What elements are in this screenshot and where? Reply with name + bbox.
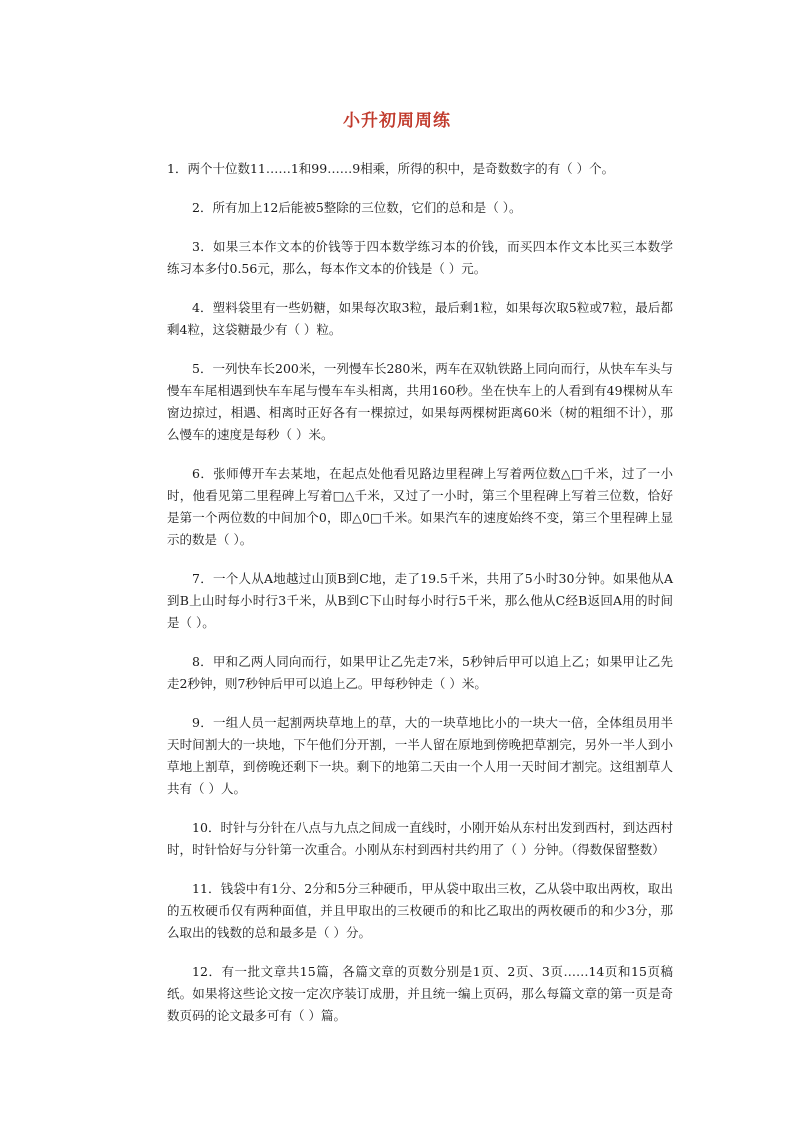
question-3: 3．如果三本作文本的价钱等于四本数学练习本的价钱，而买四本作文本比买三本数学练习本多付0.56元，那么，每本作文本的价钱是（ ）元。 xyxy=(167,239,673,276)
question-11: 11．钱袋中有1分、2分和5分三种硬币，甲从袋中取出三枚，乙从袋中取出两枚，取出的五枚硬币仅有两种面值，并且甲取出的三枚硬币的和比乙取出的两枚硬币的和少3分，那么取出的钱数的总和最多是（ ）分。 xyxy=(167,881,673,940)
question-list xyxy=(167,158,673,1044)
page-title: 小升初周周练 xyxy=(343,111,451,131)
question-10: 10．时针与分针在八点与九点之间成一直线时，小刚开始从东村出发到西村，到达西村时，时针恰好与分针第一次重合。小刚从东村到西村共约用了（ ）分钟。（得数保留整数） xyxy=(167,820,673,857)
question-8: 8．甲和乙两人同向而行，如果甲让乙先走7米，5秒钟后甲可以追上乙；如果甲让乙先走2秒钟，则7秒钟后甲可以追上乙。甲每秒钟走（ ）米。 xyxy=(167,654,673,691)
question-6: 6．张师傅开车去某地，在起点处他看见路边里程碑上写着两位数△□千米，过了一小时，他看见第二里程碑上写着□△千米，又过了一小时，第三个里程碑上写着三位数，恰好是第一个两位数的中间加个0，即△0□千米。如果汽车的速度始终不变，第三个里程碑上显示的数是（ ）。 xyxy=(167,466,673,547)
question-5: 5．一列快车长200米，一列慢车长280米，两车在双轨铁路上同向而行，从快车车头与慢车车尾相遇到快车车尾与慢车车头相离，共用160秒。坐在快车上的人看到有49棵树从车窗边掠过，相遇、相离时正好各有一棵掠过，如果每两棵树距离60米（树的粗细不计），那么慢车的速度是每秒（ ）米。 xyxy=(167,361,673,442)
question-1: 1．两个十位数11……1和99……9相乘，所得的积中，是奇数数字的有（ ）个。 xyxy=(167,161,615,176)
question-2: 2．所有加上12后能被5整除的三位数，它们的总和是（ ）。 xyxy=(192,200,522,215)
question-12: 12．有一批文章共15篇，各篇文章的页数分别是1页、2页、3页……14页和15页稿纸。如果将这些论文按一定次序装订成册，并且统一编上页码，那么每篇文章的第一页是奇数页码的论文最多可有（ ）篇。 xyxy=(167,964,673,1023)
question-7: 7．一个人从A地越过山顶B到C地，走了19.5千米，共用了5小时30分钟。如果他从A到B上山时每小时行3千米，从B到C下山时每小时行5千米，那么他从C经B返回A用的时间是（ ）。 xyxy=(167,571,673,630)
question-4: 4．塑料袋里有一些奶糖，如果每次取3粒，最后剩1粒，如果每次取5粒或7粒，最后都剩4粒，这袋糖最少有（ ）粒。 xyxy=(167,300,673,337)
question-9: 9．一组人员一起割两块草地上的草，大的一块草地比小的一块大一倍，全体组员用半天时间割大的一块地，下午他们分开割，一半人留在原地到傍晚把草割完，另外一半人到小草地上割草，到傍晚还剩下一块。剩下的地第二天由一个人用一天时间才割完。这组割草人共有（ ）人。 xyxy=(167,715,673,796)
